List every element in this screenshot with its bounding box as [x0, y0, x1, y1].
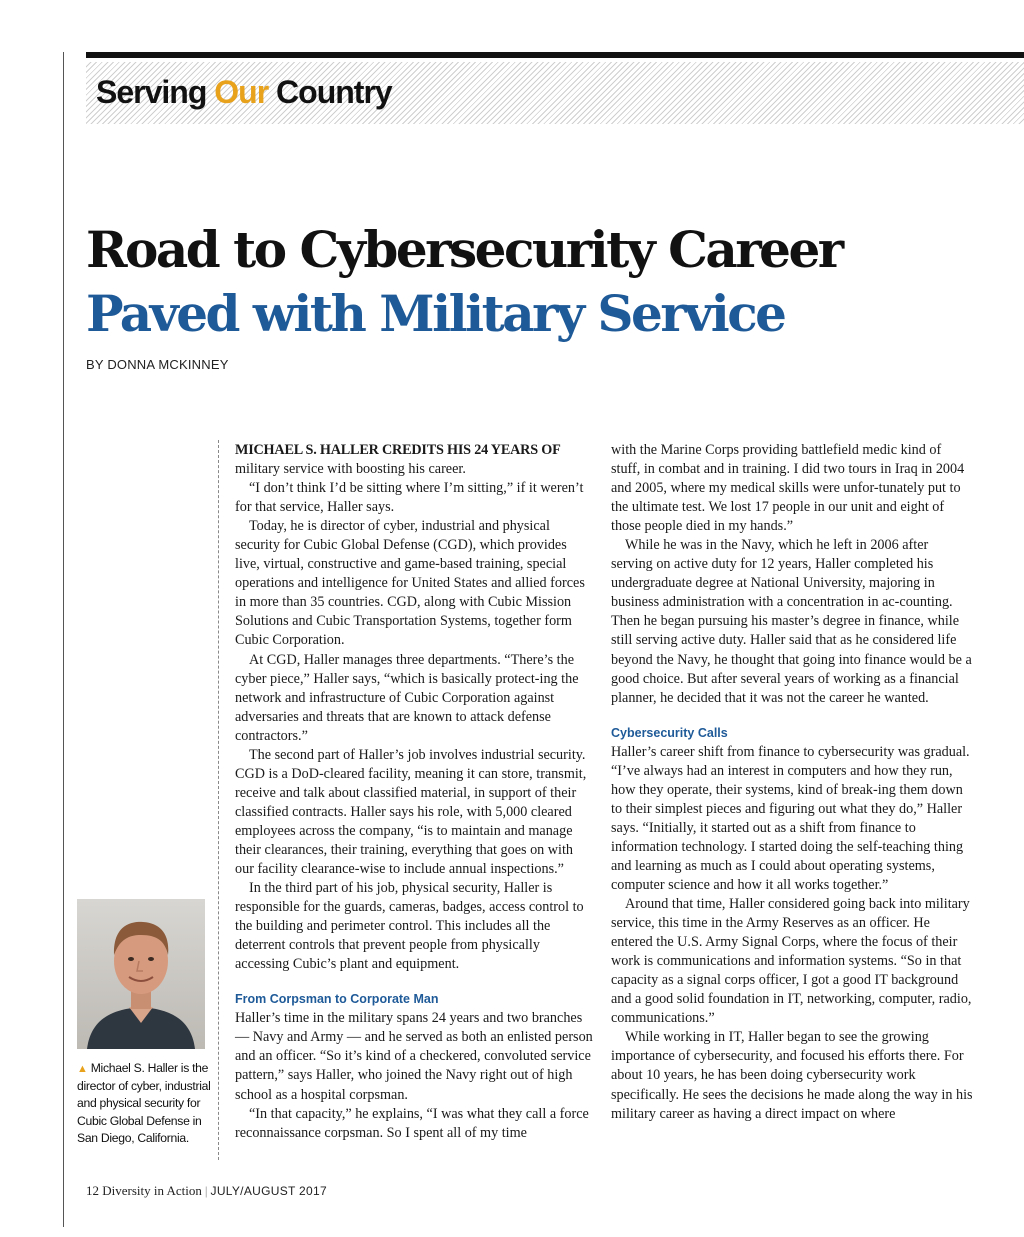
paragraph: “In that capacity,” he explains, “I was what they call a force reconnaissance corpsman. So I spent all of my time: [235, 1105, 589, 1141]
page-footer: [86, 1183, 327, 1199]
left-margin-rule: [63, 52, 64, 1227]
article-headline: [86, 218, 842, 346]
magazine-name: Diversity in Action: [102, 1183, 202, 1198]
paragraph: At CGD, Haller manages three departments. “There’s the cyber piece,” Haller says, “which is basically protect-ing the network and infrastructure of Cubic Corporation against adversaries and threats that are known to attack defense contractors.”: [235, 651, 579, 744]
section-banner: [86, 62, 1024, 124]
footer-separator: |: [204, 1183, 208, 1198]
subheading: From Corpsman to Corporate Man: [235, 992, 439, 1007]
portrait-illustration: [77, 899, 205, 1049]
paragraph: Haller’s time in the military spans 24 years and two branches — Navy and Army — and he served as both an enlisted person and an officer. “So it’s kind of a checkered, convoluted service pattern,” says Haller, who joined the Navy right out of high school as a hospital corpsman.: [235, 1010, 593, 1103]
section-title-accent: Our: [214, 74, 269, 110]
paragraph: with the Marine Corps providing battlefield medic kind of stuff, in combat and in training. I did two tours in Iraq in 2004 and 2005, where my medical skills were unfor-tunately put to the ultimate test. We lost 17 people in our unit and eight of those people died in my hands.”: [611, 442, 965, 535]
portrait-photo: [77, 899, 205, 1049]
paragraph: Haller’s career shift from finance to cybersecurity was gradual. “I’ve always had an interest in computers and how they run, how they operate, their systems, kind of break-ing them down to their simplest pieces and figuring out what they do,” Haller says. “Initially, it started out as a shift from finance to information technology. I started doing the self-teaching thing and learning as much as I could about operating systems, computer science and how it all works together.”: [611, 743, 970, 893]
paragraph: Today, he is director of cyber, industrial and physical security for Cubic Global Defense (CGD), which provides live, virtual, constructive and game-based training, special operations and intelligence for United States and allied forces in more than 35 countries. CGD, along with Cubic Mission Solutions and Cubic Transportation Systems, together form Cubic Corporation.: [235, 518, 585, 649]
top-rule: [86, 52, 1024, 58]
column-divider: [218, 440, 219, 1160]
byline: BY DONNA MCKINNEY: [86, 357, 229, 372]
paragraph: In the third part of his job, physical security, Haller is responsible for the guards, cameras, badges, access control to the building and perimeter control. This includes all the deterrent controls that prevent people from physically accessing Cubic’s plant and equipment.: [235, 880, 584, 973]
subheading: Cybersecurity Calls: [611, 725, 728, 740]
paragraph: The second part of Haller’s job involves industrial security. CGD is a DoD-cleared facility, meaning it can store, transmit, receive and talk about classified material, in support of their classified contracts. Haller says his role, with 5,000 cleared employees across the company, “is to maintain and manage their clearances, their training, everything that goes on with our facility clearance-wise to include annual inspections.”: [235, 746, 587, 878]
article-column-1: [235, 441, 595, 1143]
paragraph: Around that time, Haller considered going back into military service, this time in the Army Reserves as an officer. He entered the U.S. Army Signal Corps, where the focus of their work is communications and information systems. “So in that capacity as a signal corps officer, I got a good IT background and a good solid foundation in IT, networking, computer, radio, communications.”: [611, 896, 972, 1027]
triangle-up-icon: ▲: [77, 1063, 88, 1075]
issue-date: JULY/AUGUST 2017: [210, 1184, 327, 1198]
page-number: 12: [86, 1183, 99, 1198]
headline-line-2: Paved with Military Service: [86, 284, 785, 343]
lead-in: MICHAEL S. HALLER CREDITS HIS 24 YEARS OF: [235, 442, 561, 458]
paragraph: While working in IT, Haller began to see the growing importance of cybersecurity, and focused his efforts there. For about 10 years, he has been doing cybersecurity work specifically. He sees the decisions he made along the way in his military career as having a direct impact on where: [611, 1029, 973, 1122]
section-title: Serving Our Country: [96, 74, 392, 110]
article-column-2: [611, 441, 973, 1124]
photo-caption: ▲ Michael S. Haller is the director of cyber, industrial and physical security for Cubic Global Defense in San Diego, California.: [77, 1061, 211, 1145]
headline-line-1: Road to Cybersecurity Career: [86, 220, 842, 279]
paragraph: MICHAEL S. HALLER CREDITS HIS 24 YEARS OF military service with boosting his career.: [235, 442, 561, 478]
paragraph: While he was in the Navy, which he left in 2006 after serving on active duty for 12 years, Haller completed his undergraduate degree at National University, majoring in business administration with a concentration in ac-counting. Then he began pursuing his master’s degree in finance, while still serving active duty. Haller said that as he considered life beyond the Navy, he thought that going into finance would be a good choice. But after several years of working as a financial planner, he decided that it was not the career he wanted.: [611, 537, 972, 706]
paragraph: “I don’t think I’d be sitting where I’m sitting,” if it weren’t for that service, Haller says.: [235, 480, 584, 516]
